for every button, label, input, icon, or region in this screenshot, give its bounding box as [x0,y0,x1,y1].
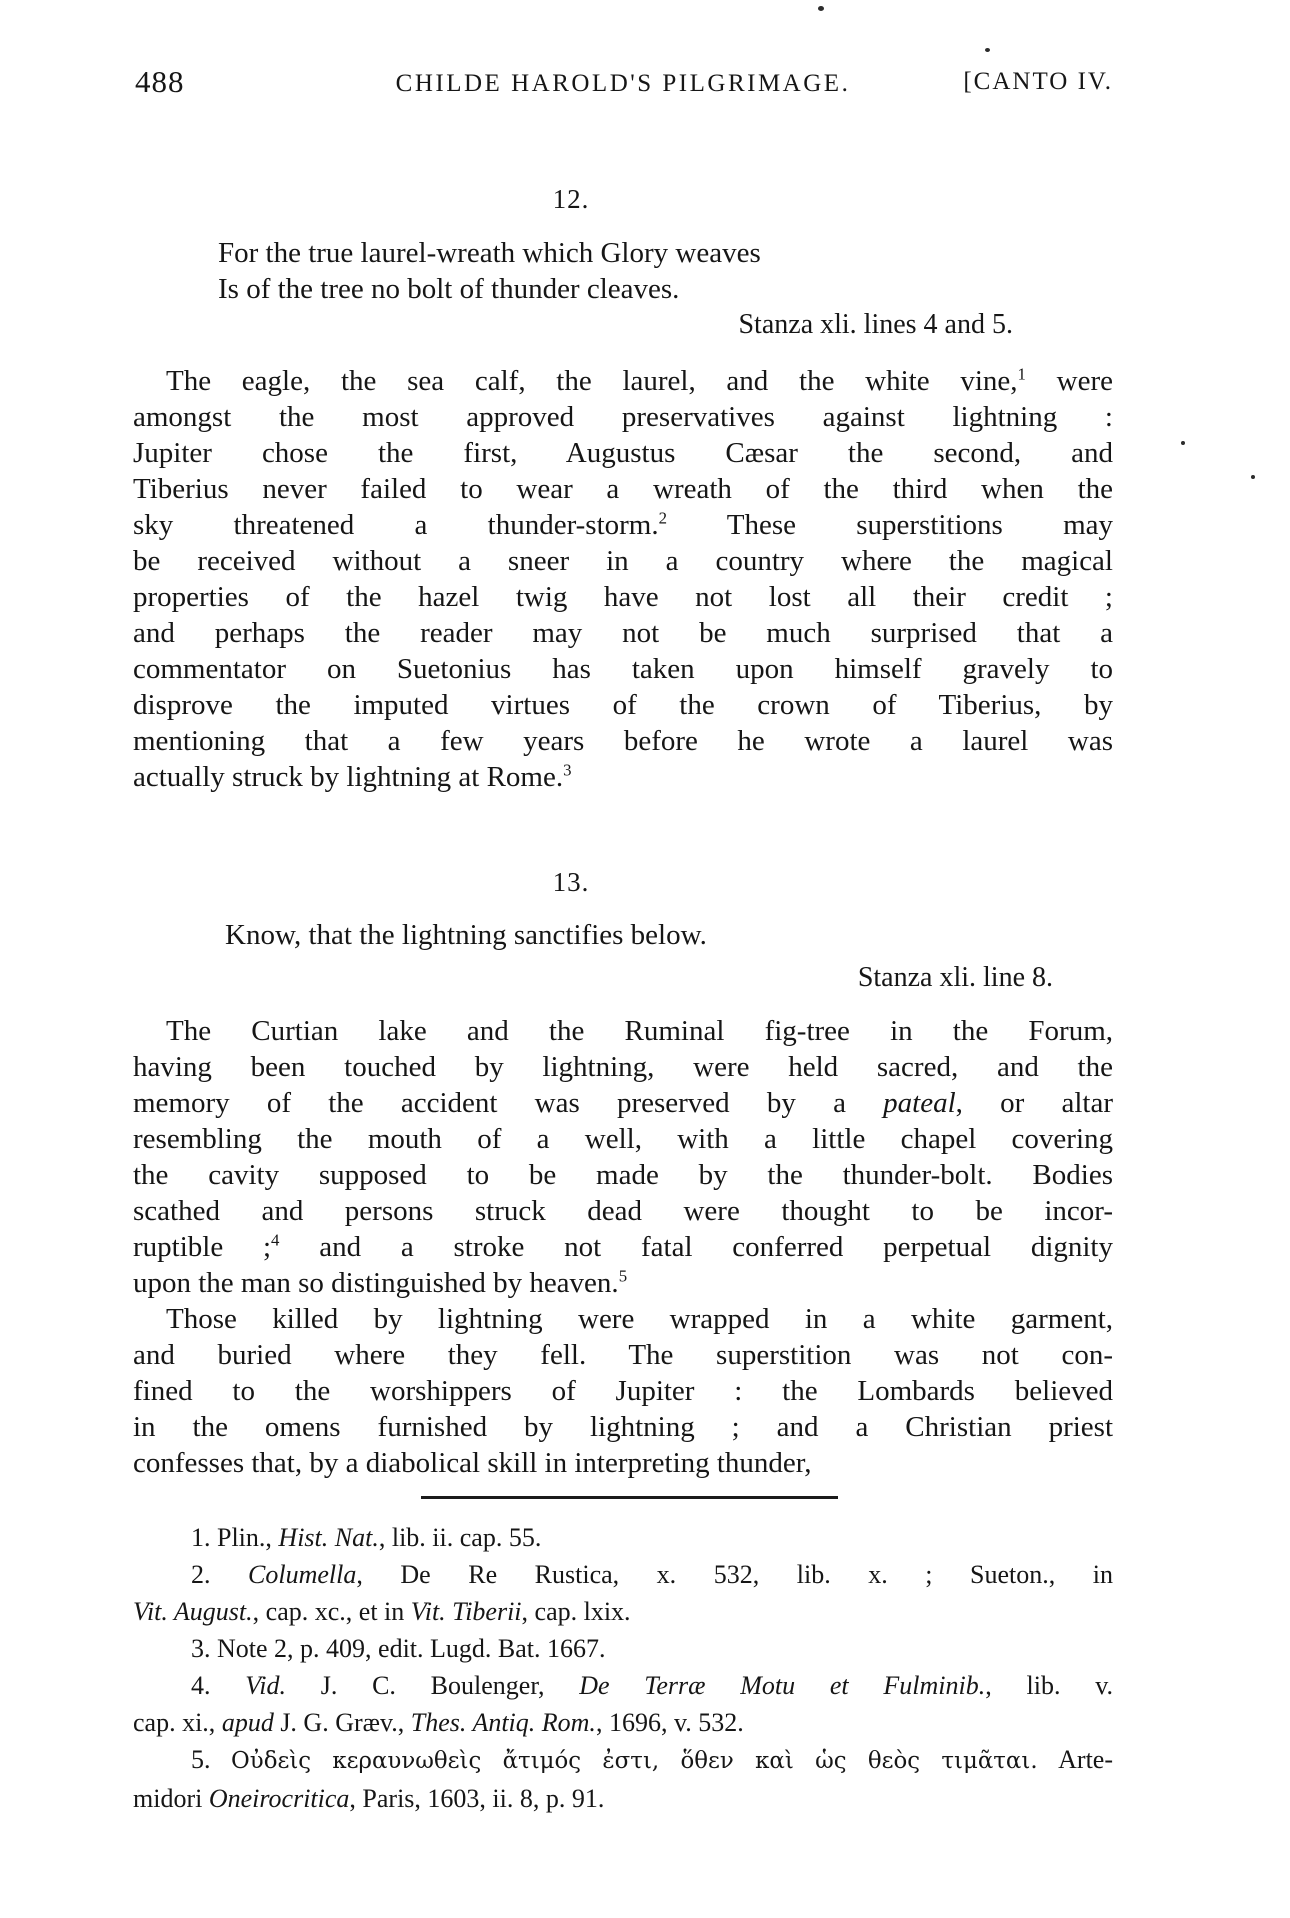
verse-quote-12 [218,235,761,307]
scan-speck [1251,475,1255,479]
text-segment: properties of the hazel twig have not lost all their credit ; [133,581,1113,613]
text-segment: Hist. Nat. [278,1523,379,1552]
text-segment: Columella [248,1560,357,1589]
text-segment: J. C. Boulenger, [285,1671,580,1700]
text-segment: and a stroke not fatal conferred perpetual dignity [279,1231,1113,1263]
text-segment: J. G. Græv., [273,1708,411,1737]
text-line [133,759,1113,795]
verse-line: Know, that the lightning sanctifies below. [225,919,707,951]
text-line [133,1519,1113,1556]
paragraph-1 [133,363,1113,795]
text-segment: resembling the mouth of a well, with a little chapel covering [133,1123,1113,1155]
text-segment: 4. [191,1671,246,1700]
text-segment: ruptible ; [133,1231,272,1263]
stanza-attribution-13: Stanza xli. line 8. [857,962,1053,993]
text-line [133,1265,1113,1301]
text-segment: disprove the imputed virtues of the crown of Tiberius, by [133,689,1113,721]
running-head [133,60,1113,106]
footnote-reference: 1 [1017,364,1026,384]
text-segment: , Paris, 1603, ii. 8, p. 91. [349,1784,605,1813]
text-line [133,1193,1113,1229]
footnote-reference: 3 [563,760,572,780]
text-segment: cap. xi., [133,1708,222,1737]
text-line [133,1780,1113,1817]
scan-speck [985,48,990,52]
section-number-13: 13. [552,867,590,897]
text-segment: , lib. v. [985,1671,1114,1700]
text-segment: and buried where they fell. The superstition was not con- [133,1339,1113,1371]
page-number: 488 [135,64,185,99]
text-line [133,1409,1113,1445]
verse-line: For the true laurel-wreath which Glory weaves [218,237,761,269]
text-segment: the cavity supposed to be made by the thunder-bolt. Bodies [133,1159,1113,1191]
text-segment: having been touched by lightning, were held sacred, and the [133,1051,1113,1083]
paragraph-3 [133,1301,1113,1481]
paragraph-2 [133,1013,1113,1301]
text-segment: were [1025,365,1114,397]
text-line [133,1337,1113,1373]
text-line [133,687,1113,723]
text-segment: , lib. ii. cap. 55. [378,1523,542,1552]
section-number-12: 12. [552,184,590,214]
text-line [133,1704,1113,1741]
footnote-reference: 5 [618,1266,628,1286]
text-segment: mentioning that a few years before he wrote a laurel was [133,725,1113,757]
text-segment: , or altar [955,1087,1113,1119]
footnote-reference: 4 [271,1230,280,1250]
text-segment: The Curtian lake and the Ruminal fig-tree in the Forum, [166,1015,1113,1047]
stanza-attribution-12: Stanza xli. lines 4 and 5. [738,309,1013,340]
footnotes-block [133,1519,1113,1817]
text-segment: Vid. [245,1671,286,1700]
text-line [133,1373,1113,1409]
verse-quote-13 [225,917,707,953]
text-segment: Vit. August. [133,1597,253,1626]
text-segment: scathed and persons struck dead were thought to be incor- [133,1195,1113,1227]
text-segment: memory of the accident was preserved by a [133,1087,884,1119]
text-line [133,615,1113,651]
text-line [133,363,1113,399]
text-line [133,1157,1113,1193]
text-segment: These superstitions may [667,509,1113,541]
text-segment: confesses that, by a diabolical skill in interpreting thunder, [133,1447,812,1479]
text-segment: Jupiter chose the first, Augustus Cæsar the second, and [133,437,1113,469]
text-line [133,1049,1113,1085]
text-line [133,1445,1113,1481]
text-segment: Those killed by lightning were wrapped in a white garment, [166,1303,1113,1335]
text-segment: Vit. Tiberii [410,1597,522,1626]
text-segment: commentator on Suetonius has taken upon himself gravely to [133,653,1113,685]
text-line [133,723,1113,759]
text-segment: Oneirocritica [208,1784,350,1813]
text-segment: Tiberius never failed to wear a wreath of the third when the [133,473,1113,505]
text-line [133,507,1113,543]
text-line [133,1301,1113,1337]
text-line [133,1593,1113,1630]
text-line [133,471,1113,507]
text-line [133,579,1113,615]
canto-label: [CANTO IV. [963,68,1113,95]
running-title: CHILDE HAROLD'S PILGRIMAGE. [395,70,851,97]
text-segment: in the omens furnished by lightning ; and a Christian priest [133,1411,1113,1443]
footnote-separator-rule [421,1496,838,1499]
text-segment: , De Re Rustica, x. 532, lib. x. ; Sueton., in [356,1560,1113,1589]
text-line [133,435,1113,471]
text-segment: , 1696, v. 532. [595,1708,744,1737]
text-segment: 2. [191,1560,249,1589]
text-segment: and perhaps the reader may not be much surprised that a [133,617,1113,649]
text-segment: 1. Plin., [191,1523,279,1552]
scan-speck [1181,441,1185,445]
text-segment: be received without a sneer in a country where the magical [133,545,1113,577]
text-line [133,651,1113,687]
text-segment: 5. [191,1745,232,1774]
footnote-reference: 2 [658,508,668,528]
text-segment: The eagle, the sea calf, the laurel, and the white vine, [166,365,1018,397]
text-segment: midori [133,1784,209,1813]
text-segment: pateal [883,1087,956,1119]
text-line [133,1229,1113,1265]
text-segment: Thes. Antiq. Rom. [410,1708,596,1737]
text-segment: upon the man so distinguished by heaven. [133,1267,619,1299]
scan-speck [818,6,824,11]
text-line [133,1121,1113,1157]
text-line [133,399,1113,435]
text-segment: fined to the worshippers of Jupiter : the Lombards believed [133,1375,1113,1407]
text-segment: 3. Note 2, p. 409, edit. Lugd. Bat. 1667. [191,1634,606,1663]
text-segment: actually struck by lightning at Rome. [133,761,564,793]
verse-line: Is of the tree no bolt of thunder cleaves. [218,273,680,305]
text-line [133,543,1113,579]
text-line [133,1013,1113,1049]
text-segment: amongst the most approved preservatives against lightning : [133,401,1113,433]
text-line [133,1741,1113,1780]
text-segment: Οὐδεὶς κεραυνωθεὶς ἄτιμός ἐστι, ὅθεν καὶ ὡς θεὸς τιμᾶται. [231,1748,1038,1774]
text-segment: , cap. lxix. [521,1597,631,1626]
text-line [133,1085,1113,1121]
text-line [133,1630,1113,1667]
text-segment: apud [221,1708,274,1737]
text-line [133,1556,1113,1593]
text-segment: De Terræ Motu et Fulminib. [579,1671,986,1700]
text-segment: sky threatened a thunder-storm. [133,509,659,541]
text-segment: , cap. xc., et in [252,1597,411,1626]
text-line [133,1667,1113,1704]
text-segment: Arte- [1037,1745,1114,1774]
